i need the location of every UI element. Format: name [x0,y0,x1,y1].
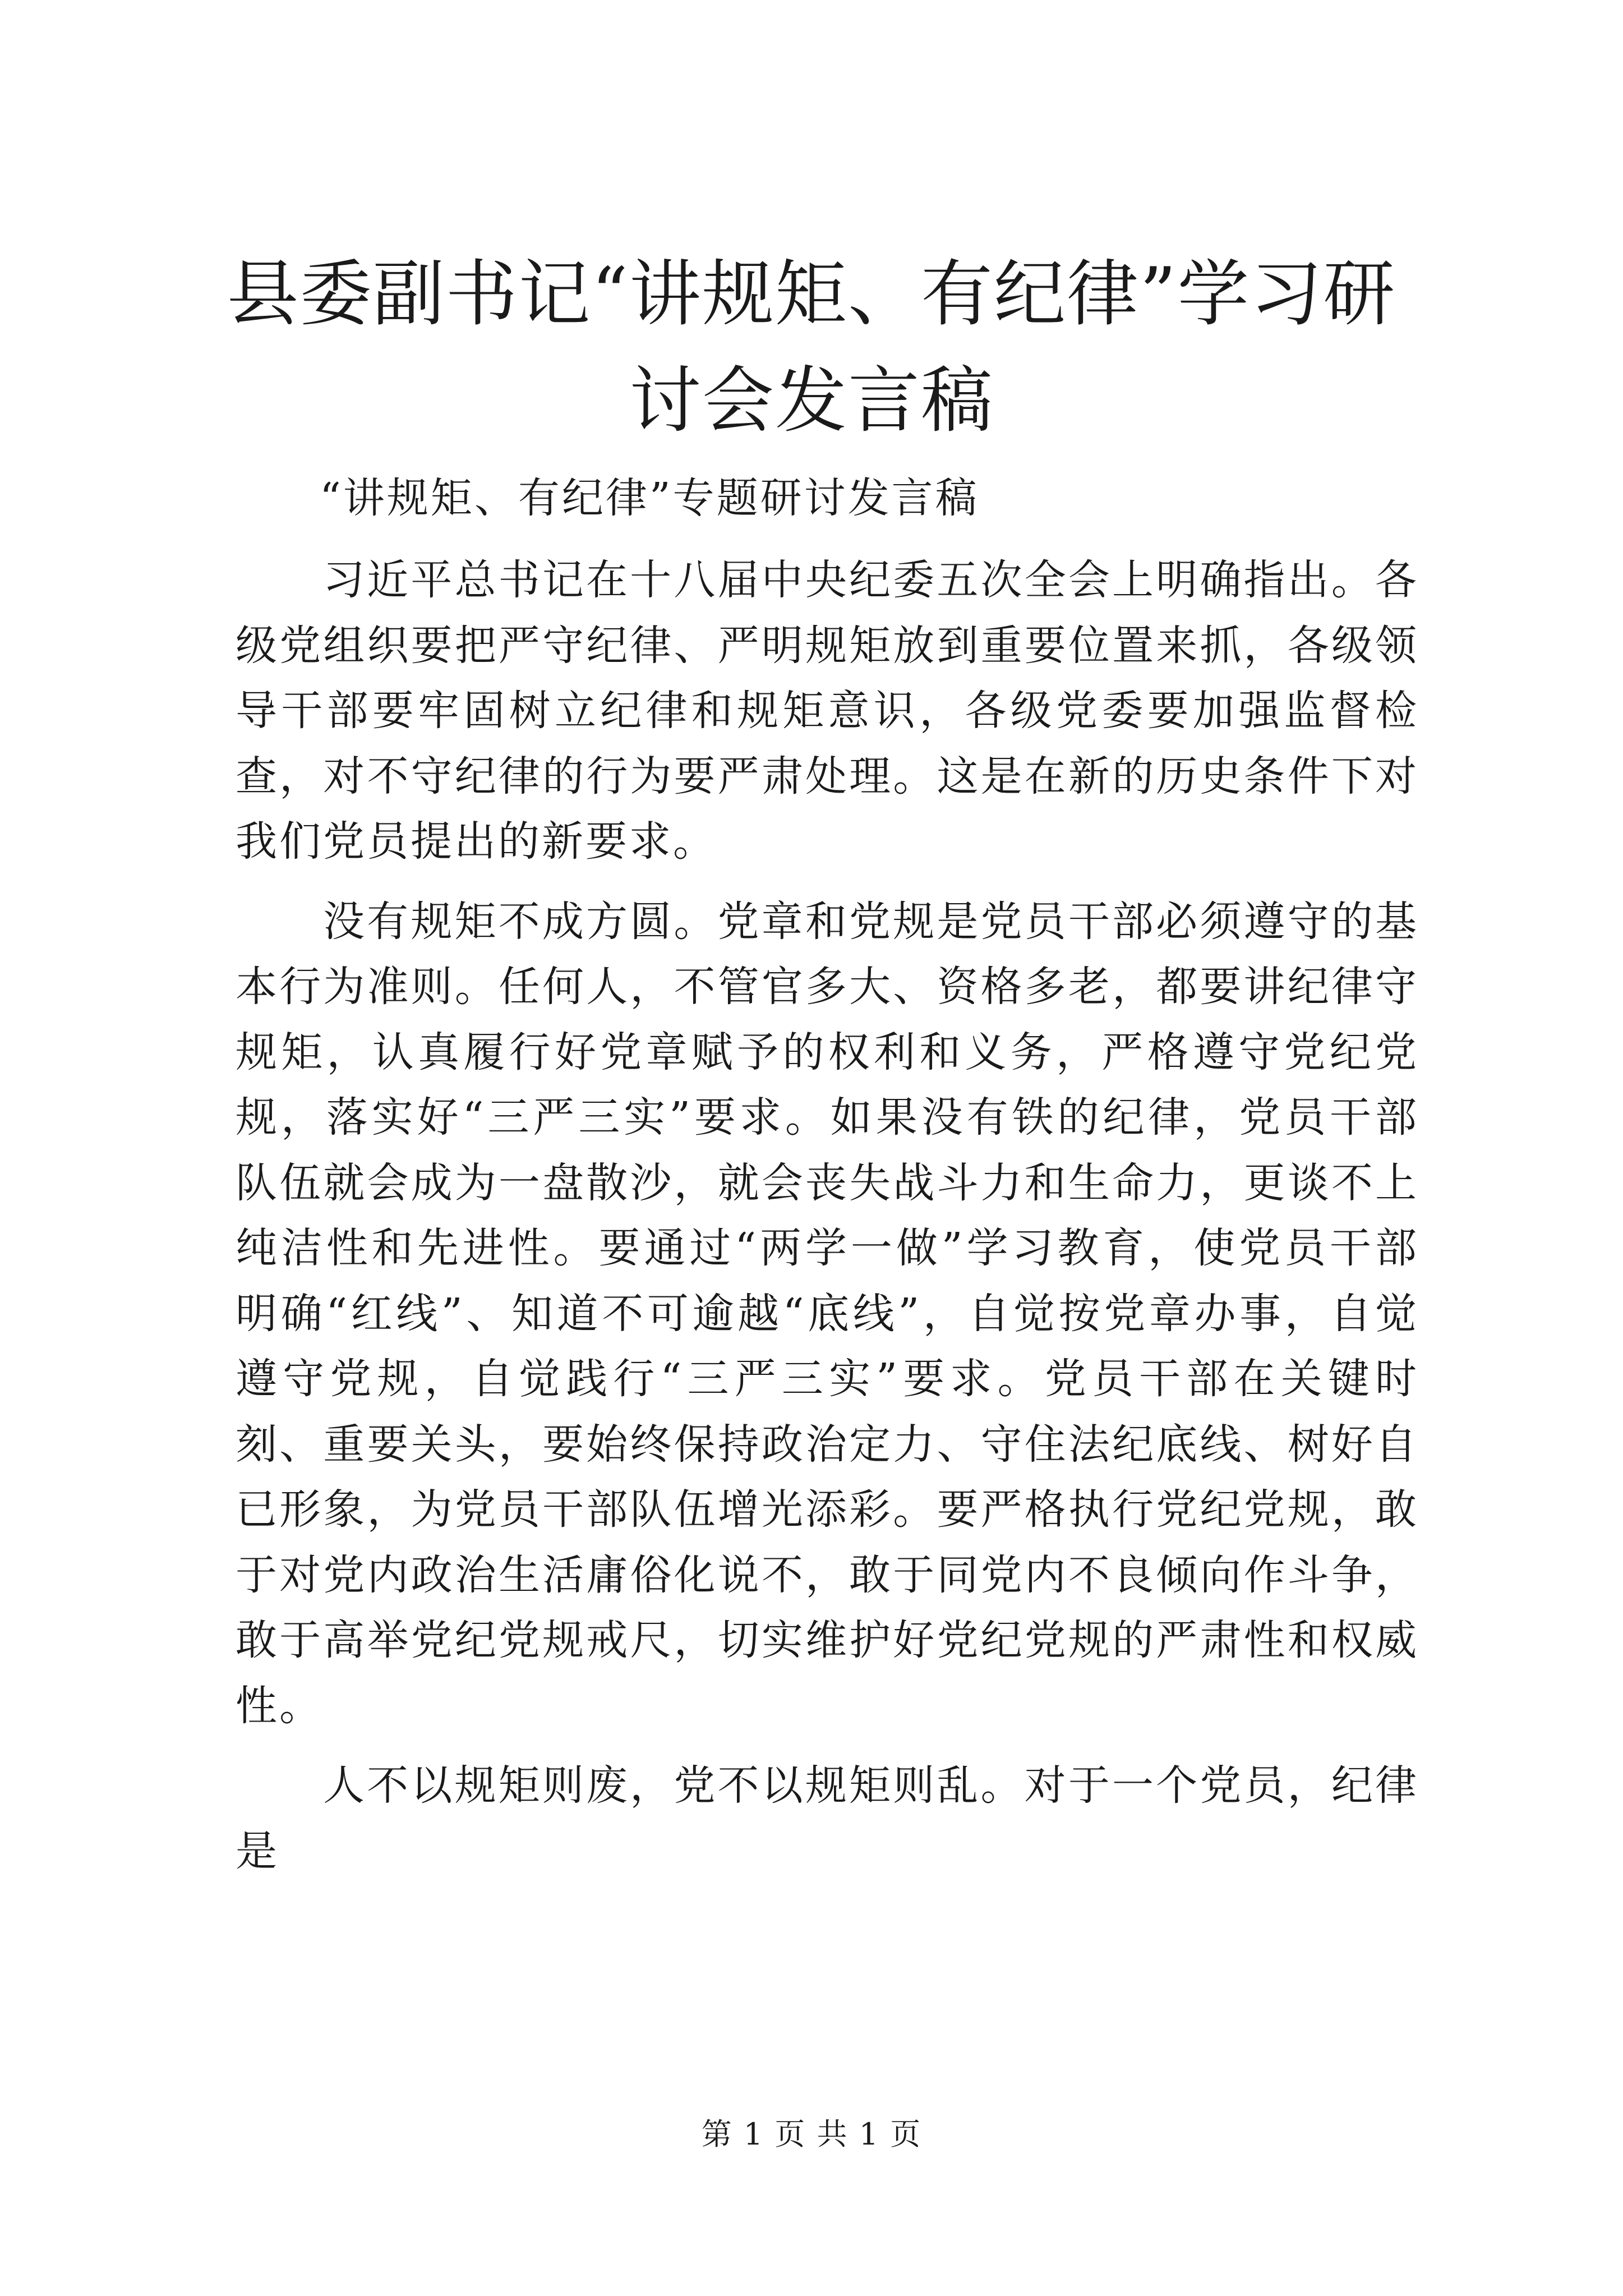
document-subtitle: “讲规矩、有纪律”专题研讨发言稿 [320,474,979,522]
page-footer: 第 1 页 共 1 页 [701,2116,922,2152]
paragraph-3: 人不以规矩则废，党不以规矩则乱。对于一个党员，纪律是 [236,1761,1419,1875]
document-body [236,466,1419,1898]
document-title: 县委副书记“讲规矩、有纪律”学习研讨会发言稿 [227,252,1396,443]
paragraph-1: 习近平总书记在十八届中央纪委五次全会上明确指出。各级党组织要把严守纪律、严明规矩放到重要位置来抓，各级领导干部要牢固树立纪律和规矩意识，各级党委要加强监督检查，对不守纪律的行为要严肃处理。这是在新的历史条件下对我们党员提出的新要求。 [236,556,1419,866]
paragraph-2: 没有规矩不成方圆。党章和党规是党员干部必须遵守的基本行为准则。任何人，不管官多大、资格多老，都要讲纪律守规矩，认真履行好党章赋予的权利和义务，严格遵守党纪党规，落实好“三严三实”要求。如果没有铁的纪律，党员干部队伍就会成为一盘散沙，就会丧失战斗力和生命力，更谈不上纯洁性和先进性。要通过“两学一做”学习教育，使党员干部明确“红线”、知道不可逾越“底线”，自觉按党章办事，自觉遵守党规，自觉践行“三严三实”要求。党员干部在关键时刻、重要关头，要始终保持政治定力、守住法纪底线、树好自已形象，为党员干部队伍增光添彩。要严格执行党纪党规，敢于对党内政治生活庸俗化说不，敢于同党内不良倾向作斗争，敢于高举党纪党规戒尺，切实维护好党纪党规的严肃性和权威性。 [236,897,1419,1730]
